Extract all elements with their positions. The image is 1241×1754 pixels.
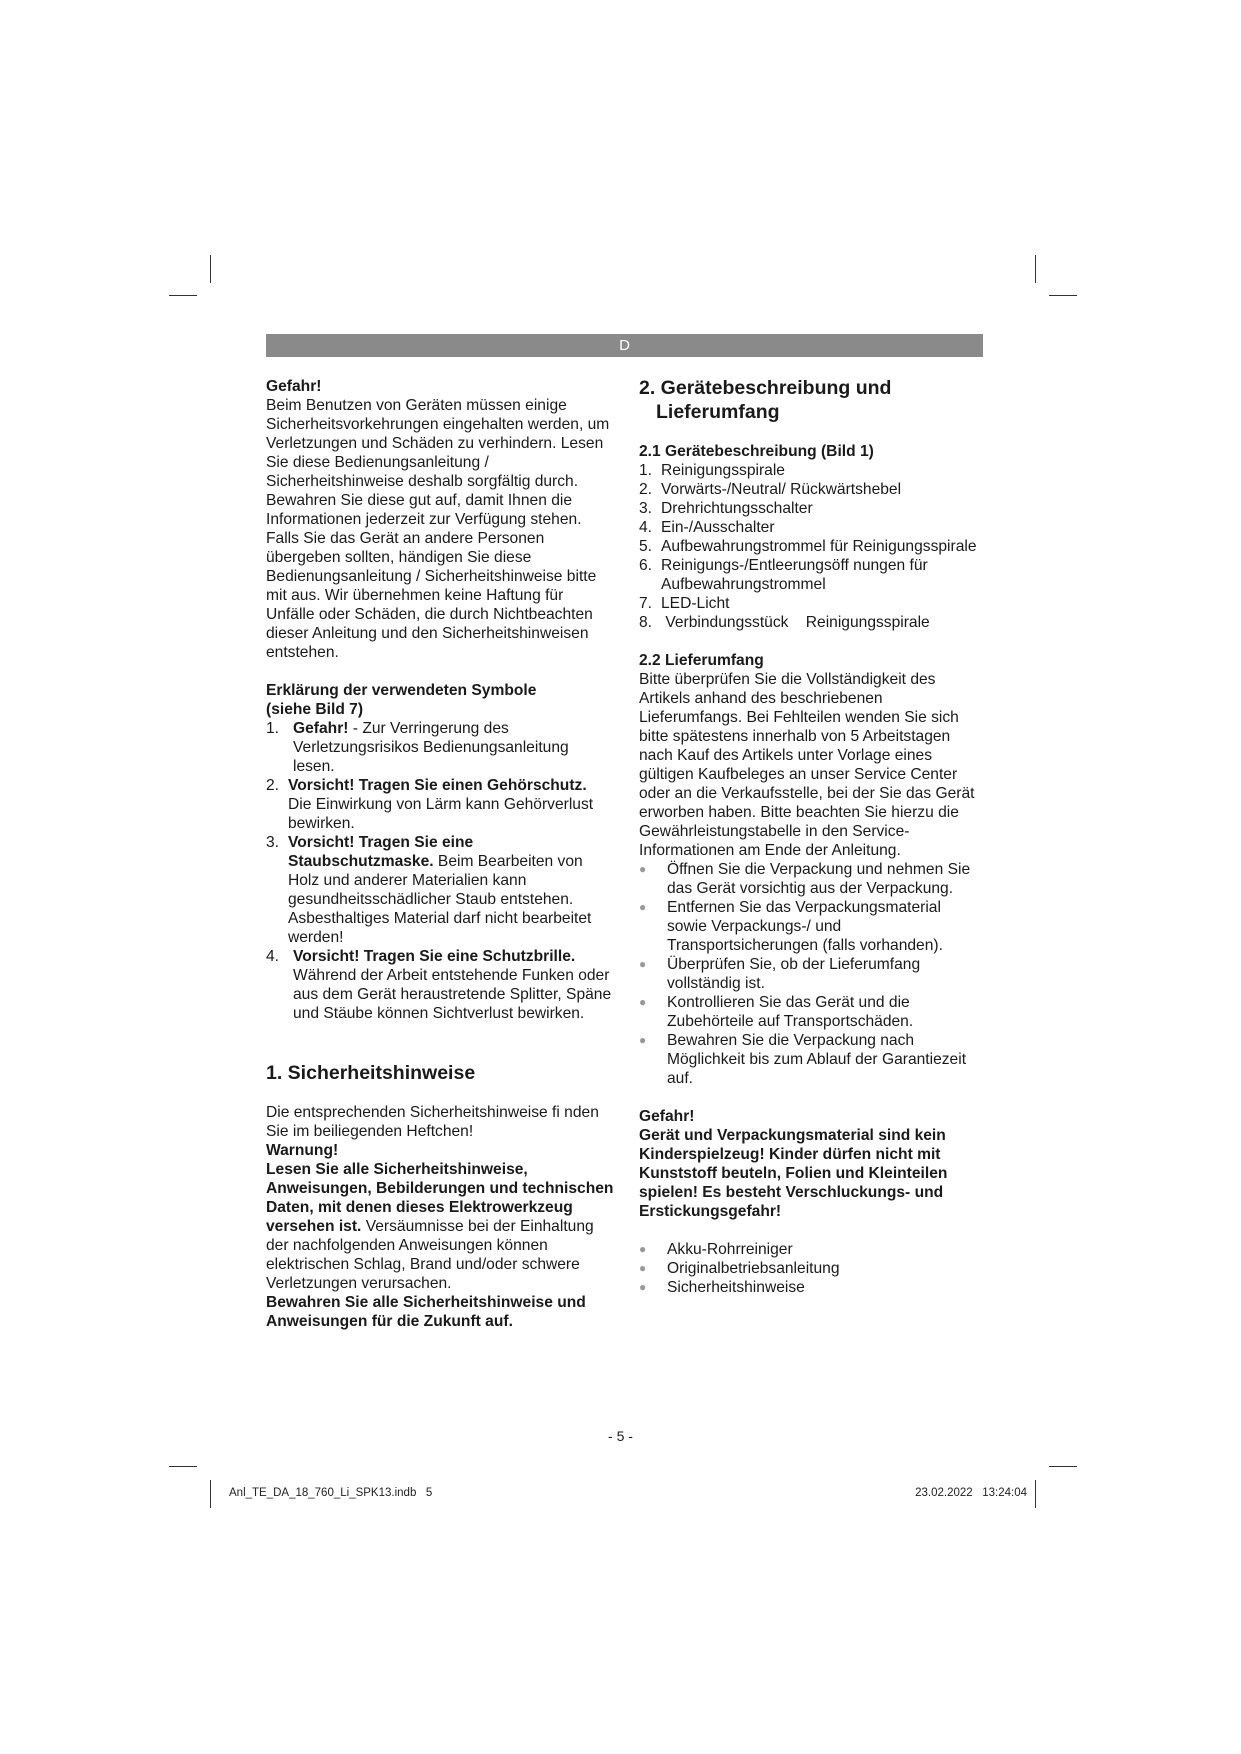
footer-file: Anl_TE_DA_18_760_Li_SPK13.indb 5 bbox=[229, 1487, 433, 1499]
bullet-icon: ● bbox=[639, 862, 647, 876]
crop-mark bbox=[169, 295, 197, 296]
crop-mark bbox=[169, 1466, 197, 1467]
danger-2-title: Gefahr! bbox=[639, 1108, 695, 1125]
description-title: 2.1 Gerätebeschreibung (Bild 1) bbox=[639, 443, 874, 460]
list-item: ● Bewahren Sie die Verpackung nach Möglichkeit bis zum Ablauf der Garantiezeit auf. bbox=[639, 1032, 967, 1087]
list-item: ● Überprüfen Sie, ob der Lieferumfang vollständig ist. bbox=[639, 956, 921, 992]
list-item: ● Kontrollieren Sie das Gerät und die Zubehörteile auf Transportschäden. bbox=[639, 994, 914, 1030]
bullet-icon: ● bbox=[639, 995, 647, 1009]
bullet-icon: ● bbox=[639, 1242, 647, 1256]
list-item: 2. Vorwärts-/Neutral/ Rückwärtshebel bbox=[639, 481, 902, 498]
section-1-title: 1. Sicherheitshinweise bbox=[266, 1062, 476, 1084]
bullet-icon: ● bbox=[639, 1033, 647, 1047]
list-item: ● Originalbetriebsanleitung bbox=[639, 1260, 840, 1277]
scope-title: 2.2 Lieferumfang bbox=[639, 652, 764, 669]
list-item: 2. Vorsicht! Tragen Sie einen Gehörschutz. Die Einwirkung von Lärm kann Gehörverlust bewirken. bbox=[266, 777, 594, 832]
crop-mark bbox=[1049, 295, 1077, 296]
list-item: 3. Drehrichtungsschalter bbox=[639, 500, 813, 517]
list-item: 4. Vorsicht! Tragen Sie eine Schutzbrille. Während der Arbeit entstehende Funken oder aus dem Gerät heraustretende Splitter, Späne und Stäube können Sichtverlust bewirken. bbox=[266, 948, 612, 1022]
warning-text: Lesen Sie alle Sicherheitshinweise, Anweisungen, Bebilderungen und technischen Daten, mit denen dieses Elektrowerkzeug versehen ist. Versäumnisse bei der Einhaltung der nachfolgenden Anweisungen können elektrischen Schlag, Brand und/oder schwere Verletzungen verursachen. bbox=[266, 1161, 614, 1292]
list-item: 5. Aufbewahrungstrommel für Reinigungsspirale bbox=[639, 538, 977, 555]
right-column bbox=[639, 376, 984, 1297]
bullet-icon: ● bbox=[639, 1261, 647, 1275]
list-item: ● Akku-Rohrreiniger bbox=[639, 1241, 793, 1258]
list-item: 7. LED-Licht bbox=[639, 595, 730, 612]
symbols-title: Erklärung der verwendeten Symbole bbox=[266, 682, 537, 699]
left-column bbox=[266, 377, 614, 1331]
list-item: 4. Ein-/Ausschalter bbox=[639, 519, 775, 536]
crop-mark bbox=[1035, 1480, 1036, 1508]
keep-instructions: Bewahren Sie alle Sicherheitshinweise und Anweisungen für die Zukunft auf. bbox=[266, 1294, 586, 1330]
section-2-title: 2. Gerätebeschreibung und bbox=[639, 377, 892, 399]
scope-text: Bitte überprüfen Sie die Vollständigkeit des Artikels anhand des beschriebenen Lieferumfangs. Bei Fehlteilen wenden Sie sich bitte spätestens innerhalb von 5 Arbeitstagen nach Kauf des Artikels unter Vorlage eines gültigen Kaufbeleges an unser Service Center oder an die Verkaufsstelle, bei der Sie das Gerät erworben haben. Bitte beachten Sie hierzu die Gewährleistungstabelle in den Service-Informationen am Ende der Anleitung. bbox=[639, 671, 975, 859]
footer-date: 23.02.2022 13:24:04 bbox=[915, 1487, 1027, 1499]
danger-2-text: Gerät und Verpackungsmaterial sind kein Kinderspielzeug! Kinder dürfen nicht mit Kunststoff beuteln, Folien und Kleinteilen spielen! Es besteht Verschluckungs- und Erstickungsgefahr! bbox=[639, 1127, 948, 1220]
list-item: ● Öffnen Sie die Verpackung und nehmen Sie das Gerät vorsichtig aus der Verpackung. bbox=[639, 861, 971, 897]
contents-list bbox=[639, 1240, 984, 1297]
section-1-intro: Die entsprechenden Sicherheitshinweise fi nden Sie im beiliegenden Heftchen! bbox=[266, 1104, 599, 1140]
crop-mark bbox=[210, 255, 211, 283]
bullet-icon: ● bbox=[639, 900, 647, 914]
crop-mark bbox=[1049, 1466, 1077, 1467]
danger-text: Beim Benutzen von Geräten müssen einige Sicherheitsvorkehrungen eingehalten werden, um Verletzungen und Schäden zu verhindern. Lesen Sie diese Bedienungsanleitung / Sicherheitshinweise deshalb sorgfältig durch. Bewahren Sie diese gut auf, damit Ihnen die Informationen jederzeit zur Verfügung stehen. Falls Sie das Gerät an andere Personen übergeben sollten, händigen Sie diese Bedienungsanleitung / Sicherheitshinweise bitte mit aus. Wir übernehmen keine Haftung für Unfälle oder Schäden, die durch Nichtbeachten dieser Anleitung und den Sicherheitshinweisen entstehen. bbox=[266, 397, 610, 661]
language-header-bar: D bbox=[266, 334, 983, 357]
page-number: - 5 - bbox=[608, 1428, 633, 1444]
crop-mark bbox=[210, 1480, 211, 1508]
bullet-icon: ● bbox=[639, 957, 647, 971]
description-list bbox=[639, 461, 984, 632]
symbols-list bbox=[266, 719, 614, 1023]
list-item: 3. Vorsicht! Tragen Sie eine Staubschutzmaske. Beim Bearbeiten von Holz und anderer Materialien kann gesundheitsschädlicher Staub entstehen. Asbesthaltiges Material darf nicht bearbeitet werden! bbox=[266, 834, 592, 946]
danger-title: Gefahr! bbox=[266, 378, 322, 395]
section-2-title-line2: Lieferumfang bbox=[656, 401, 780, 423]
symbols-subtitle: (siehe Bild 7) bbox=[266, 701, 364, 718]
list-item: ● Entfernen Sie das Verpackungsmaterial sowie Verpackungs-/ und Transportsicherungen (falls vorhanden). bbox=[639, 899, 943, 954]
list-item: ● Sicherheitshinweise bbox=[639, 1279, 805, 1296]
warning-title: Warnung! bbox=[266, 1142, 339, 1159]
list-item: 1. Gefahr! - Zur Verringerung des Verletzungsrisikos Bedienungsanleitung lesen. bbox=[266, 720, 569, 775]
list-item: 1. Reinigungsspirale bbox=[639, 462, 785, 479]
list-item: 8. Verbindungsstück Reinigungsspirale bbox=[639, 614, 930, 631]
scope-bullet-list bbox=[639, 860, 984, 1088]
crop-mark bbox=[1035, 255, 1036, 283]
bullet-icon: ● bbox=[639, 1280, 647, 1294]
list-item: 6. Reinigungs-/Entleerungsöff nungen für Aufbewahrungstrommel bbox=[639, 557, 928, 593]
